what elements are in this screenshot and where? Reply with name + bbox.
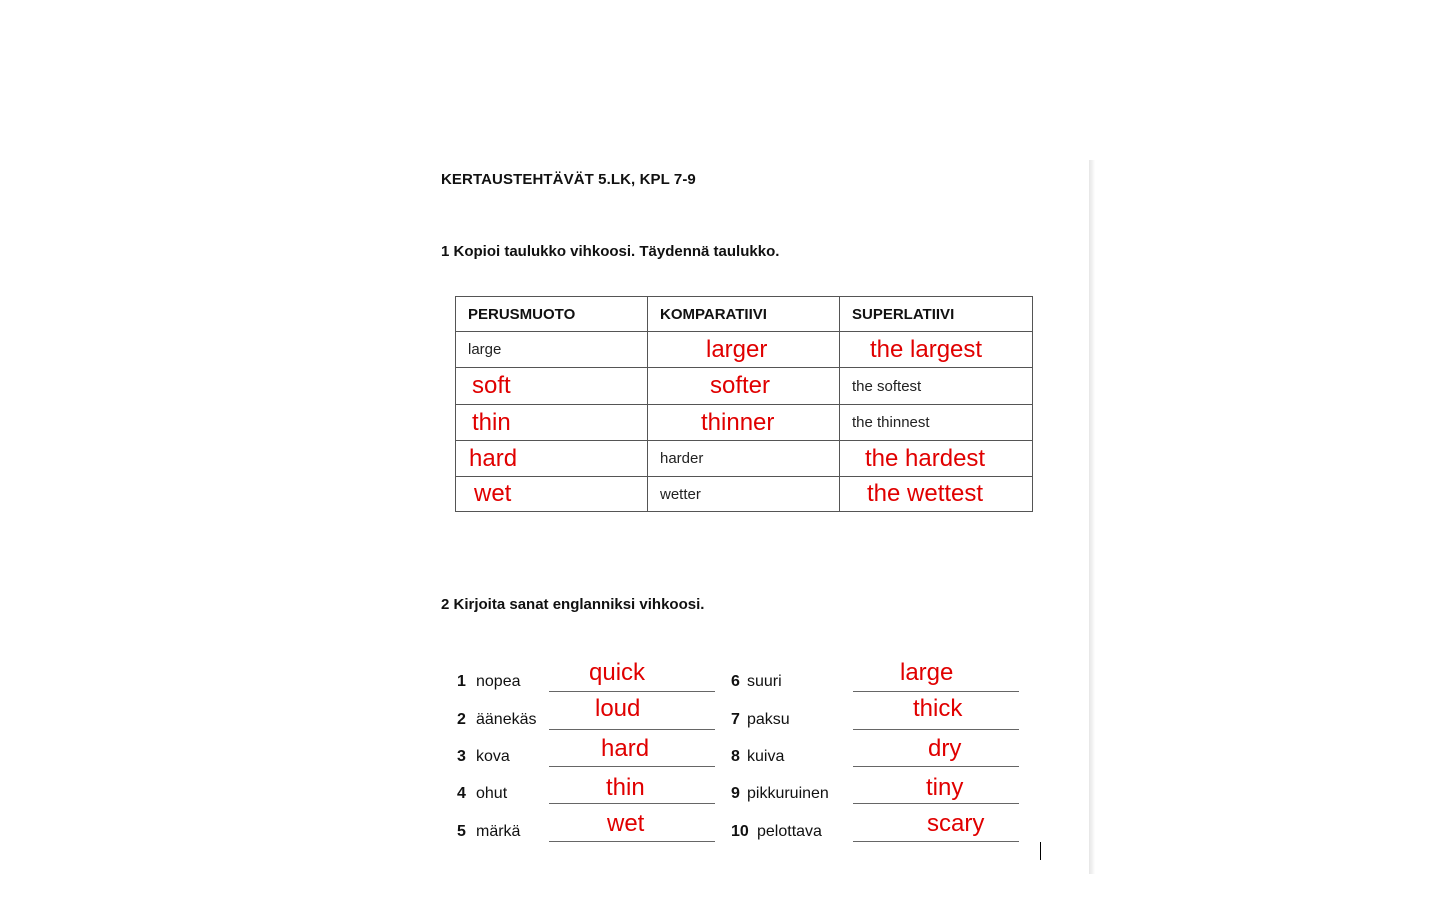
item-number: 7: [731, 711, 740, 728]
header-superlatiivi: SUPERLATIIVI: [840, 297, 1033, 332]
handwritten-answer: soft: [472, 372, 511, 399]
finnish-word: paksu: [747, 711, 790, 728]
handwritten-answer: dry: [928, 735, 962, 762]
answer-line: [549, 841, 715, 842]
table-row: [456, 477, 1033, 512]
handwritten-answer: thin: [472, 408, 511, 436]
item-number: 9: [731, 785, 740, 802]
handwritten-answer: softer: [710, 372, 771, 399]
item-number: 3: [457, 748, 466, 765]
table-cell: [648, 405, 840, 441]
handwritten-answer: the wettest: [867, 480, 984, 507]
task-1-heading: 1 Kopioi taulukko vihkoosi. Täydennä taulukko.: [441, 243, 780, 260]
handwritten-answer: wet: [474, 480, 512, 507]
document-title: KERTAUSTEHTÄVÄT 5.LK, KPL 7-9: [441, 171, 696, 188]
handwritten-answer: larger: [706, 335, 768, 363]
handwritten-answer: thinner: [701, 408, 775, 436]
handwritten-answer: the hardest: [865, 444, 986, 472]
table-cell: [840, 332, 1033, 368]
answer-line: [853, 841, 1019, 842]
finnish-word: kova: [476, 748, 510, 765]
handwritten-answer: wet: [607, 810, 645, 837]
item-number: 10: [731, 823, 749, 840]
table-row: [456, 441, 1033, 477]
table-cell: [648, 332, 840, 368]
item-number: 5: [457, 823, 466, 840]
handwritten-answer: tiny: [926, 774, 964, 801]
handwritten-answer: loud: [595, 695, 641, 722]
table-cell: [648, 441, 840, 477]
finnish-word: kuiva: [747, 748, 785, 765]
handwritten-answer: scary: [927, 810, 985, 837]
table-cell: [456, 477, 648, 512]
answer-line: [853, 766, 1019, 767]
handwritten-answer: hard: [601, 735, 650, 762]
answer-line: [549, 691, 715, 692]
table-cell: [840, 368, 1033, 405]
answer-line: [549, 729, 715, 730]
item-number: 4: [457, 785, 466, 802]
printed-word: wetter: [660, 485, 701, 503]
handwritten-answer: quick: [589, 659, 646, 686]
finnish-word: ohut: [476, 785, 508, 802]
table-cell: [840, 405, 1033, 441]
handwritten-answer: thick: [913, 695, 963, 722]
page-edge: [1089, 160, 1095, 874]
answer-line: [549, 766, 715, 767]
answer-line: [549, 803, 715, 804]
printed-word: the thinnest: [852, 414, 930, 431]
header-perusmuoto: PERUSMUOTO: [456, 297, 648, 332]
printed-word: the softest: [852, 377, 922, 395]
finnish-word: äänekäs: [476, 711, 537, 728]
table-cell: [456, 332, 648, 368]
table-cell: [840, 477, 1033, 512]
handwritten-answer: large: [900, 659, 954, 686]
table-cell: [456, 441, 648, 477]
table-cell: [456, 368, 648, 405]
comparison-table: [455, 296, 1033, 512]
item-number: 6: [731, 673, 740, 690]
finnish-word: suuri: [747, 673, 782, 690]
table-cell: [648, 477, 840, 512]
table-header-row: [456, 297, 1033, 332]
table-cell: [648, 368, 840, 405]
table-row: [456, 405, 1033, 441]
answer-line: [853, 729, 1019, 730]
handwritten-answer: the largest: [870, 335, 983, 363]
finnish-word: pikkuruinen: [747, 785, 829, 802]
printed-word: harder: [660, 450, 704, 467]
task-2-heading: 2 Kirjoita sanat englanniksi vihkoosi.: [441, 596, 705, 613]
item-number: 2: [457, 711, 466, 728]
text-cursor: [1040, 842, 1041, 860]
answer-line: [853, 803, 1019, 804]
handwritten-answer: thin: [606, 774, 645, 801]
item-number: 8: [731, 748, 740, 765]
header-komparatiivi: KOMPARATIIVI: [648, 297, 840, 332]
finnish-word: märkä: [476, 823, 521, 840]
finnish-word: pelottava: [757, 823, 822, 840]
table-cell: [840, 441, 1033, 477]
table-cell: [456, 405, 648, 441]
table-row: [456, 332, 1033, 368]
finnish-word: nopea: [476, 673, 521, 690]
handwritten-answer: hard: [469, 444, 518, 472]
item-number: 1: [457, 673, 466, 690]
printed-word: large: [468, 341, 502, 358]
table-row: [456, 368, 1033, 405]
answer-line: [853, 691, 1019, 692]
